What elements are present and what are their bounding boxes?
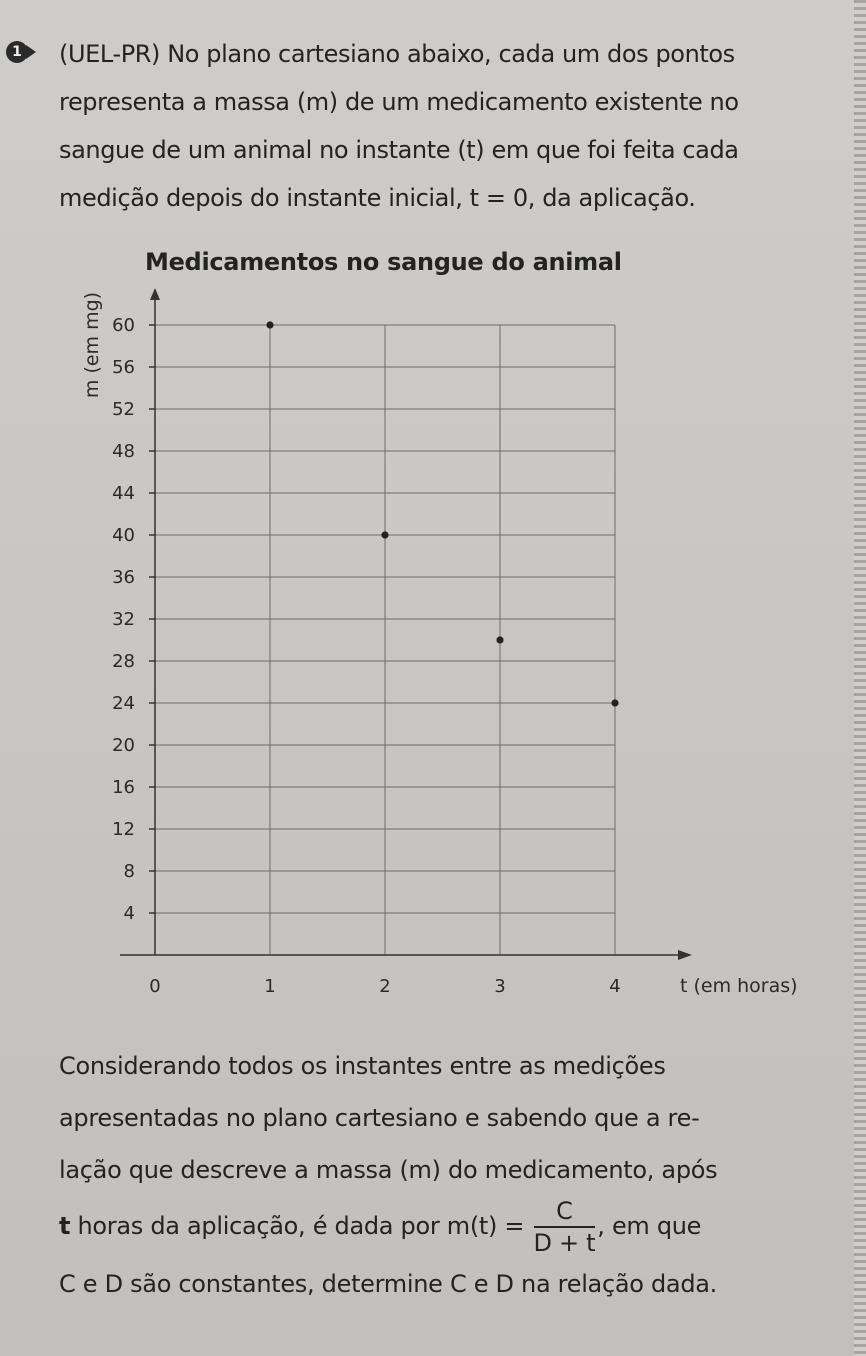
y-tick-label: 32 [112, 609, 135, 630]
variable-t: t [59, 1212, 71, 1240]
y-tick-label: 60 [112, 315, 135, 336]
y-tick-label: 4 [123, 903, 135, 924]
data-point [266, 321, 273, 328]
y-tick-label: 12 [112, 819, 135, 840]
formula-lhs: m(t) = [446, 1212, 532, 1240]
fraction-denominator: D + t [533, 1229, 596, 1257]
x-tick-label: 2 [379, 976, 391, 997]
x-tick-label: 4 [609, 976, 621, 997]
y-tick-label: 24 [112, 693, 135, 714]
x-axis-label: t (em horas) [680, 975, 798, 997]
y-axis-label: m (em mg) [81, 291, 103, 399]
intro-line: medição depois do instante inicial, t = 0, da aplicação. [59, 184, 696, 212]
y-tick-label: 20 [112, 735, 135, 756]
y-tick-label: 36 [112, 567, 135, 588]
intro-line: sangue de um animal no instante (t) em que foi feita cada [59, 136, 739, 164]
formula-text-before: horas da aplicação, é dada por [70, 1212, 447, 1240]
y-tick-label: 16 [112, 777, 135, 798]
chart-ticks [112, 315, 621, 997]
y-tick-label: 52 [112, 399, 135, 420]
y-tick-label: 8 [123, 861, 135, 882]
intro-line: representa a massa (m) de um medicamento existente no [59, 88, 739, 116]
fraction-numerator: C [534, 1196, 596, 1228]
y-axis-arrow [150, 288, 160, 300]
y-tick-label: 40 [112, 525, 135, 546]
formula-line [59, 1196, 849, 1258]
formula-fraction [534, 1196, 596, 1258]
chart-title: Medicamentos no sangue do animal [145, 248, 622, 276]
chart-grid [155, 325, 615, 955]
intro-line: (UEL-PR) No plano cartesiano abaixo, cada um dos pontos [59, 40, 735, 68]
body-line: C e D são constantes, determine C e D na relação dada. [59, 1270, 717, 1298]
data-point [496, 636, 503, 643]
x-tick-label: 1 [264, 976, 276, 997]
y-tick-label: 44 [112, 483, 135, 504]
y-tick-label: 56 [112, 357, 135, 378]
data-point [381, 531, 388, 538]
x-tick-label: 3 [494, 976, 506, 997]
x-tick-label: 0 [149, 976, 161, 997]
chart-points [266, 321, 618, 706]
y-tick-label: 48 [112, 441, 135, 462]
y-tick-label: 28 [112, 651, 135, 672]
x-axis-arrow [678, 950, 692, 960]
body-line: apresentadas no plano cartesiano e sabendo que a re- [59, 1104, 700, 1132]
question-number-badge: 1 [6, 41, 28, 63]
formula-text-after: , em que [597, 1212, 702, 1240]
chart-axes [120, 288, 692, 960]
body-line: Considerando todos os instantes entre as medições [59, 1052, 666, 1080]
question-body [59, 1040, 849, 1310]
data-point [611, 699, 618, 706]
body-line: lação que descreve a massa (m) do medicamento, após [59, 1156, 718, 1184]
